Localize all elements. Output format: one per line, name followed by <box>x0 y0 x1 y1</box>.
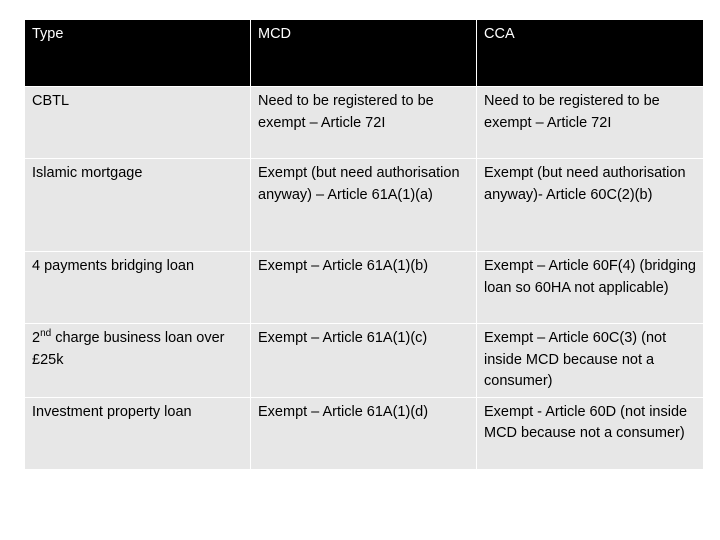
cell-type: Islamic mortgage <box>25 159 251 252</box>
table-row <box>25 252 704 324</box>
cell-mcd: Exempt – Article 61A(1)(c) <box>251 324 477 398</box>
header-row <box>25 20 704 87</box>
table-row <box>25 87 704 159</box>
cell-cca: Need to be registered to be exempt – Article 72I <box>477 87 704 159</box>
cell-type: CBTL <box>25 87 251 159</box>
type-prefix: 2 <box>32 330 41 346</box>
cell-cca: Exempt – Article 60C(3) (not inside MCD because not a consumer) <box>477 324 704 398</box>
table-header <box>25 20 704 87</box>
cell-cca: Exempt (but need authorisation anyway)- Article 60C(2)(b) <box>477 159 704 252</box>
header-cca: CCA <box>477 20 704 87</box>
header-type: Type <box>25 20 251 87</box>
type-superscript: nd <box>40 328 52 340</box>
cell-mcd: Exempt – Article 61A(1)(d) <box>251 397 477 469</box>
cell-type <box>25 324 251 398</box>
cell-cca: Exempt - Article 60D (not inside MCD because not a consumer) <box>477 397 704 469</box>
table-row <box>25 397 704 469</box>
table-row <box>25 159 704 252</box>
cell-type: 4 payments bridging loan <box>25 252 251 324</box>
cell-type: Investment property loan <box>25 397 251 469</box>
table-row <box>25 324 704 398</box>
header-mcd: MCD <box>251 20 477 87</box>
cell-mcd: Need to be registered to be exempt – Article 72I <box>251 87 477 159</box>
type-suffix: charge business loan over £25k <box>32 330 225 368</box>
exemptions-table <box>24 19 704 470</box>
cell-mcd: Exempt – Article 61A(1)(b) <box>251 252 477 324</box>
cell-mcd: Exempt (but need authorisation anyway) – Article 61A(1)(a) <box>251 159 477 252</box>
cell-cca: Exempt – Article 60F(4) (bridging loan so 60HA not applicable) <box>477 252 704 324</box>
table-body <box>25 87 704 470</box>
